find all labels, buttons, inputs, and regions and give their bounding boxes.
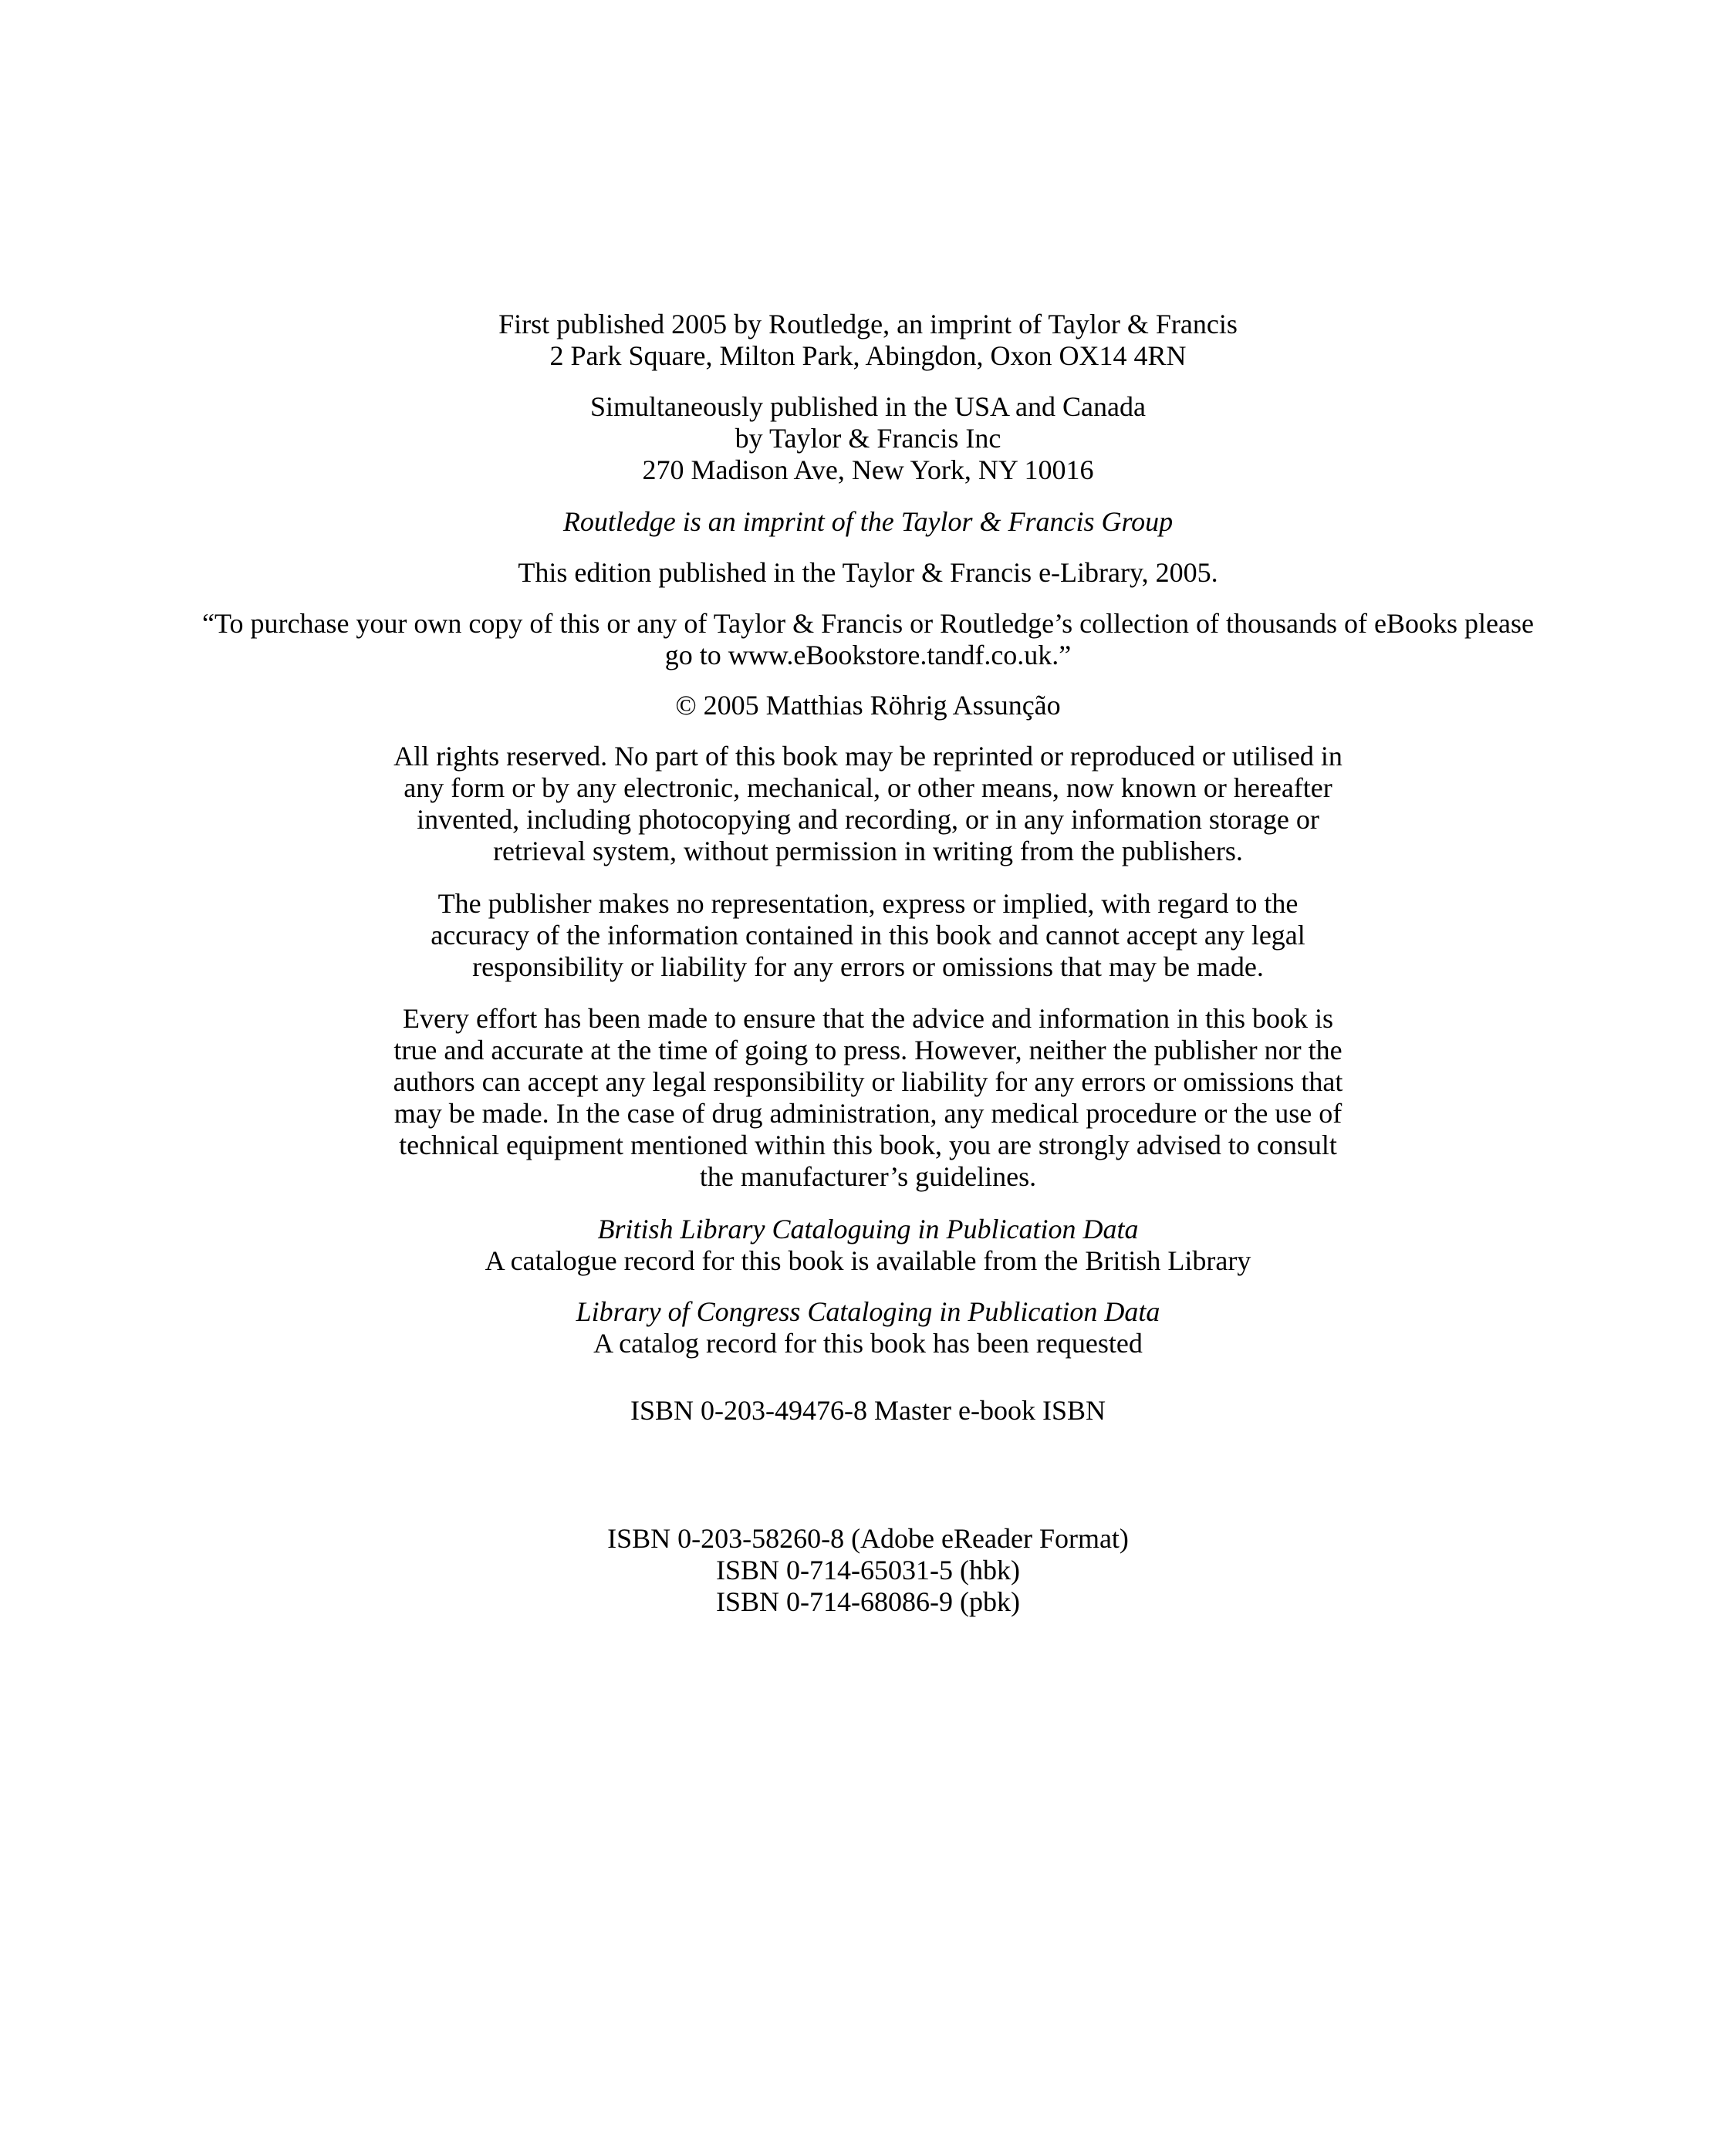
effort-line-1: Every effort has been made to ensure that the advice and information in this book is [403, 1003, 1333, 1034]
effort-line-3: authors can accept any legal responsibility or liability for any errors or omissions that [393, 1066, 1343, 1097]
usa-line-3: 270 Madison Ave, New York, NY 10016 [642, 454, 1094, 485]
publisher-disclaimer [0, 888, 1736, 983]
purchase-line-1: “To purchase your own copy of this or any of Taylor & Francis or Routledge’s collection of thousands of eBooks please [202, 608, 1534, 639]
effort-line-6: the manufacturer’s guidelines. [699, 1161, 1037, 1192]
purchase-line-2: go to www.eBookstore.tandf.co.uk.” [664, 640, 1072, 670]
rights-line-2: any form or by any electronic, mechanical, or other means, now known or hereafter [404, 772, 1332, 803]
effort-line-2: true and accurate at the time of going to press. However, neither the publisher nor the [393, 1035, 1343, 1065]
british-library-cip [0, 1214, 1736, 1277]
isbn-master-text: ISBN 0-203-49476-8 Master e-book ISBN [630, 1395, 1106, 1426]
publication-line-2: 2 Park Square, Milton Park, Abingdon, Oxon OX14 4RN [549, 340, 1187, 371]
library-congress-heading: Library of Congress Cataloging in Publication Data [576, 1296, 1160, 1327]
usa-line-1: Simultaneously published in the USA and Canada [590, 391, 1146, 422]
library-congress-text: A catalog record for this book has been requested [593, 1328, 1143, 1359]
purchase-note [0, 608, 1736, 671]
effort-line-4: may be made. In the case of drug administration, any medical procedure or the use of [393, 1098, 1343, 1129]
isbn-line-1: ISBN 0-203-58260-8 (Adobe eReader Format) [607, 1523, 1129, 1554]
isbn-master [0, 1395, 1736, 1427]
effort-line-5: technical equipment mentioned within this book, you are strongly advised to consult [399, 1130, 1337, 1160]
copyright-notice [0, 690, 1736, 721]
imprint-note [0, 506, 1736, 538]
publication-line-1: First published 2005 by Routledge, an imprint of Taylor & Francis [498, 309, 1238, 339]
isbn-list [0, 1523, 1736, 1618]
edition-note [0, 557, 1736, 589]
rights-line-4: retrieval system, without permission in writing from the publishers. [493, 836, 1243, 866]
library-congress-cip [0, 1296, 1736, 1359]
effort-statement [0, 1003, 1736, 1193]
edition-note-text: This edition published in the Taylor & Francis e-Library, 2005. [518, 557, 1218, 588]
isbn-line-2: ISBN 0-714-65031-5 (hbk) [716, 1555, 1020, 1585]
publication-info [0, 309, 1736, 372]
usa-line-2: by Taylor & Francis Inc [735, 423, 1001, 454]
british-library-text: A catalogue record for this book is available from the British Library [485, 1245, 1251, 1276]
isbn-line-3: ISBN 0-714-68086-9 (pbk) [716, 1586, 1020, 1617]
british-library-heading: British Library Cataloguing in Publication Data [597, 1214, 1139, 1244]
disclaimer-line-2: accuracy of the information contained in this book and cannot accept any legal [431, 920, 1305, 951]
usa-publication-info [0, 391, 1736, 486]
disclaimer-line-1: The publisher makes no representation, express or implied, with regard to the [437, 888, 1299, 919]
rights-statement [0, 741, 1736, 867]
rights-line-3: invented, including photocopying and recording, or in any information storage or [417, 804, 1319, 835]
rights-line-1: All rights reserved. No part of this book may be reprinted or reproduced or utilised in [393, 741, 1343, 772]
disclaimer-line-3: responsibility or liability for any errors or omissions that may be made. [472, 951, 1264, 982]
copyright-text: © 2005 Matthias Röhrig Assunção [675, 690, 1061, 721]
imprint-note-text: Routledge is an imprint of the Taylor & Francis Group [562, 506, 1174, 537]
